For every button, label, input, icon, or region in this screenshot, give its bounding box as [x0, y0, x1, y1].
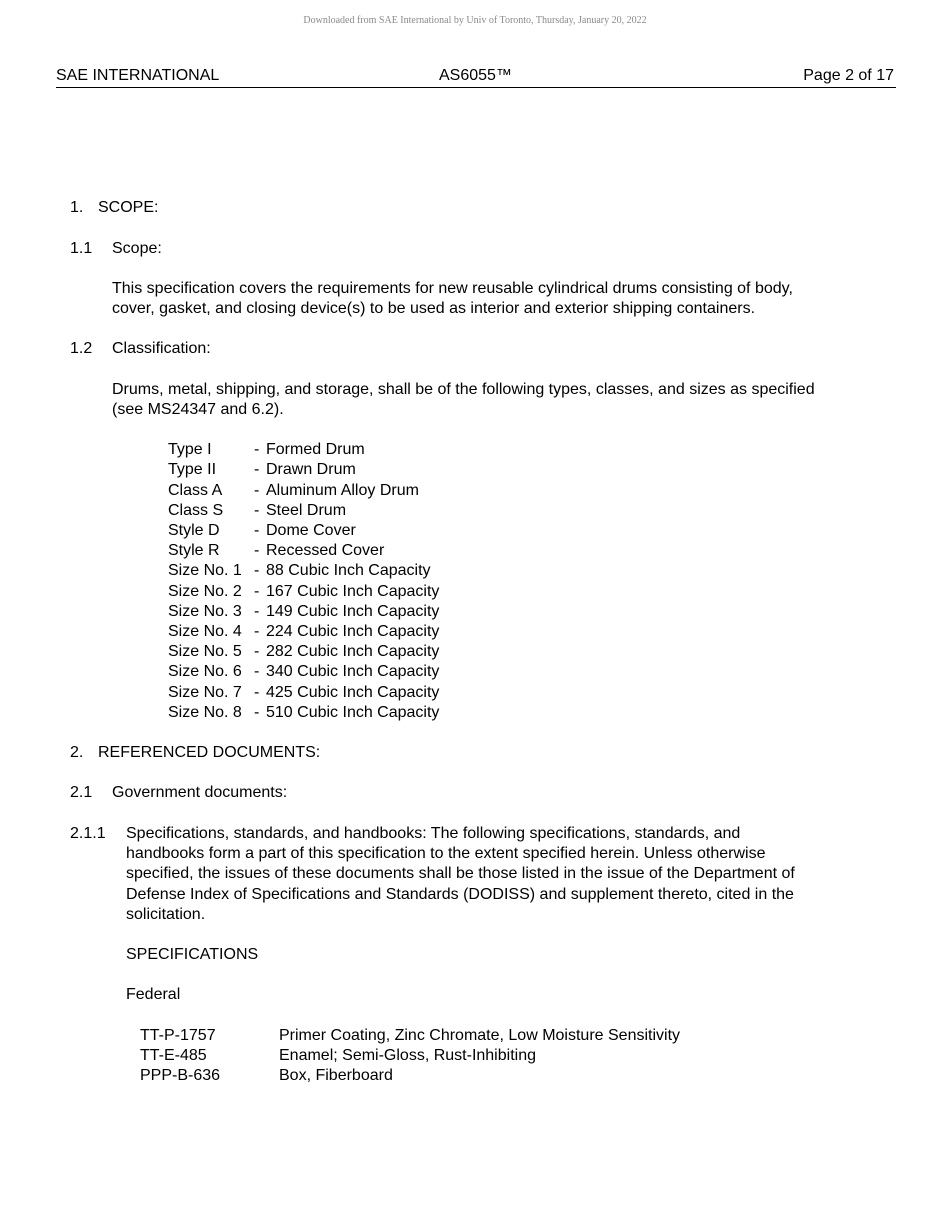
- body-line: Defense Index of Specifications and Standards (DODISS) and supplement thereto, cited in the: [126, 885, 794, 903]
- body-line: (see MS24347 and 6.2).: [112, 401, 284, 419]
- classification-label: Size No. 3: [168, 603, 242, 620]
- section-1-2-title: Classification:: [112, 340, 211, 357]
- classification-dash: -: [254, 663, 260, 680]
- classification-dash: -: [254, 704, 260, 721]
- reference-code: TT-E-485: [140, 1047, 207, 1064]
- classification-label: Style D: [168, 522, 220, 539]
- classification-dash: -: [254, 623, 260, 640]
- classification-description: Dome Cover: [266, 522, 356, 539]
- classification-label: Class S: [168, 502, 224, 519]
- classification-description: Drawn Drum: [266, 461, 356, 478]
- reference-title: Box, Fiberboard: [279, 1067, 393, 1084]
- classification-label: Size No. 4: [168, 623, 242, 640]
- classification-description: Formed Drum: [266, 441, 365, 458]
- classification-label: Size No. 7: [168, 684, 242, 701]
- federal-heading: Federal: [126, 986, 181, 1003]
- header-document-id: AS6055™: [439, 67, 512, 84]
- classification-label: Size No. 6: [168, 663, 242, 680]
- classification-label: Size No. 1: [168, 562, 242, 579]
- section-1-number: 1.: [70, 199, 84, 216]
- reference-code: TT-P-1757: [140, 1027, 216, 1044]
- body-line: Drums, metal, shipping, and storage, shall be of the following types, classes, and sizes as specified: [112, 381, 815, 398]
- header-organization: SAE INTERNATIONAL: [56, 67, 220, 84]
- section-1-1-title: Scope:: [112, 240, 162, 257]
- classification-dash: -: [254, 502, 260, 519]
- classification-label: Style R: [168, 542, 220, 559]
- section-1-1-body: [112, 279, 793, 319]
- classification-dash: -: [254, 583, 260, 600]
- header-rule: [56, 87, 896, 88]
- classification-description: 282 Cubic Inch Capacity: [266, 643, 440, 660]
- reference-code: PPP-B-636: [140, 1067, 221, 1084]
- body-line: This specification covers the requirements for new reusable cylindrical drums consisting of body,: [112, 280, 793, 297]
- body-line: specified, the issues of these documents shall be those listed in the issue of the Department of: [126, 865, 795, 883]
- section-2-1-1-number: 2.1.1: [70, 825, 106, 842]
- reference-title: Enamel; Semi-Gloss, Rust-Inhibiting: [279, 1047, 536, 1064]
- classification-description: Steel Drum: [266, 502, 347, 519]
- classification-description: 149 Cubic Inch Capacity: [266, 603, 440, 620]
- classification-dash: -: [254, 441, 260, 458]
- classification-label: Type I: [168, 441, 212, 458]
- body-line: cover, gasket, and closing device(s) to be used as interior and exterior shipping containers.: [112, 300, 756, 318]
- section-1-2-number: 1.2: [70, 340, 93, 357]
- section-2-1-1-body: [126, 824, 795, 925]
- body-line: Specifications, standards, and handbooks: The following specifications, standards, and: [126, 825, 741, 842]
- classification-description: 167 Cubic Inch Capacity: [266, 583, 440, 600]
- specifications-heading: SPECIFICATIONS: [126, 946, 259, 963]
- classification-description: Aluminum Alloy Drum: [266, 482, 419, 499]
- reference-title: Primer Coating, Zinc Chromate, Low Moisture Sensitivity: [279, 1027, 681, 1044]
- section-1-title: SCOPE:: [98, 199, 159, 216]
- classification-dash: -: [254, 461, 260, 478]
- classification-dash: -: [254, 522, 260, 539]
- classification-dash: -: [254, 684, 260, 701]
- classification-label: Size No. 2: [168, 583, 242, 600]
- classification-description: Recessed Cover: [266, 542, 385, 559]
- classification-dash: -: [254, 542, 260, 559]
- classification-label: Class A: [168, 482, 223, 499]
- section-2-title: REFERENCED DOCUMENTS:: [98, 744, 321, 761]
- classification-dash: -: [254, 603, 260, 620]
- section-1-1-number: 1.1: [70, 240, 93, 257]
- header-page-number: Page 2 of 17: [803, 67, 894, 84]
- body-line: handbooks form a part of this specification to the extent specified herein. Unless otherwise: [126, 845, 766, 863]
- classification-description: 340 Cubic Inch Capacity: [266, 663, 440, 680]
- classification-dash: -: [254, 482, 260, 499]
- section-2-1-number: 2.1: [70, 784, 93, 801]
- classification-description: 88 Cubic Inch Capacity: [266, 562, 431, 579]
- classification-label: Size No. 5: [168, 643, 242, 660]
- classification-description: 425 Cubic Inch Capacity: [266, 684, 440, 701]
- classification-description: 510 Cubic Inch Capacity: [266, 704, 440, 721]
- classification-dash: -: [254, 643, 260, 660]
- body-line: solicitation.: [126, 905, 206, 923]
- download-watermark: Downloaded from SAE International by Univ of Toronto, Thursday, January 20, 2022: [303, 15, 647, 26]
- classification-label: Size No. 8: [168, 704, 242, 721]
- section-2-number: 2.: [70, 744, 84, 761]
- classification-label: Type II: [168, 461, 217, 478]
- classification-dash: -: [254, 562, 260, 579]
- section-2-1-title: Government documents:: [112, 784, 288, 801]
- section-1-2-body: [112, 380, 815, 420]
- classification-description: 224 Cubic Inch Capacity: [266, 623, 440, 640]
